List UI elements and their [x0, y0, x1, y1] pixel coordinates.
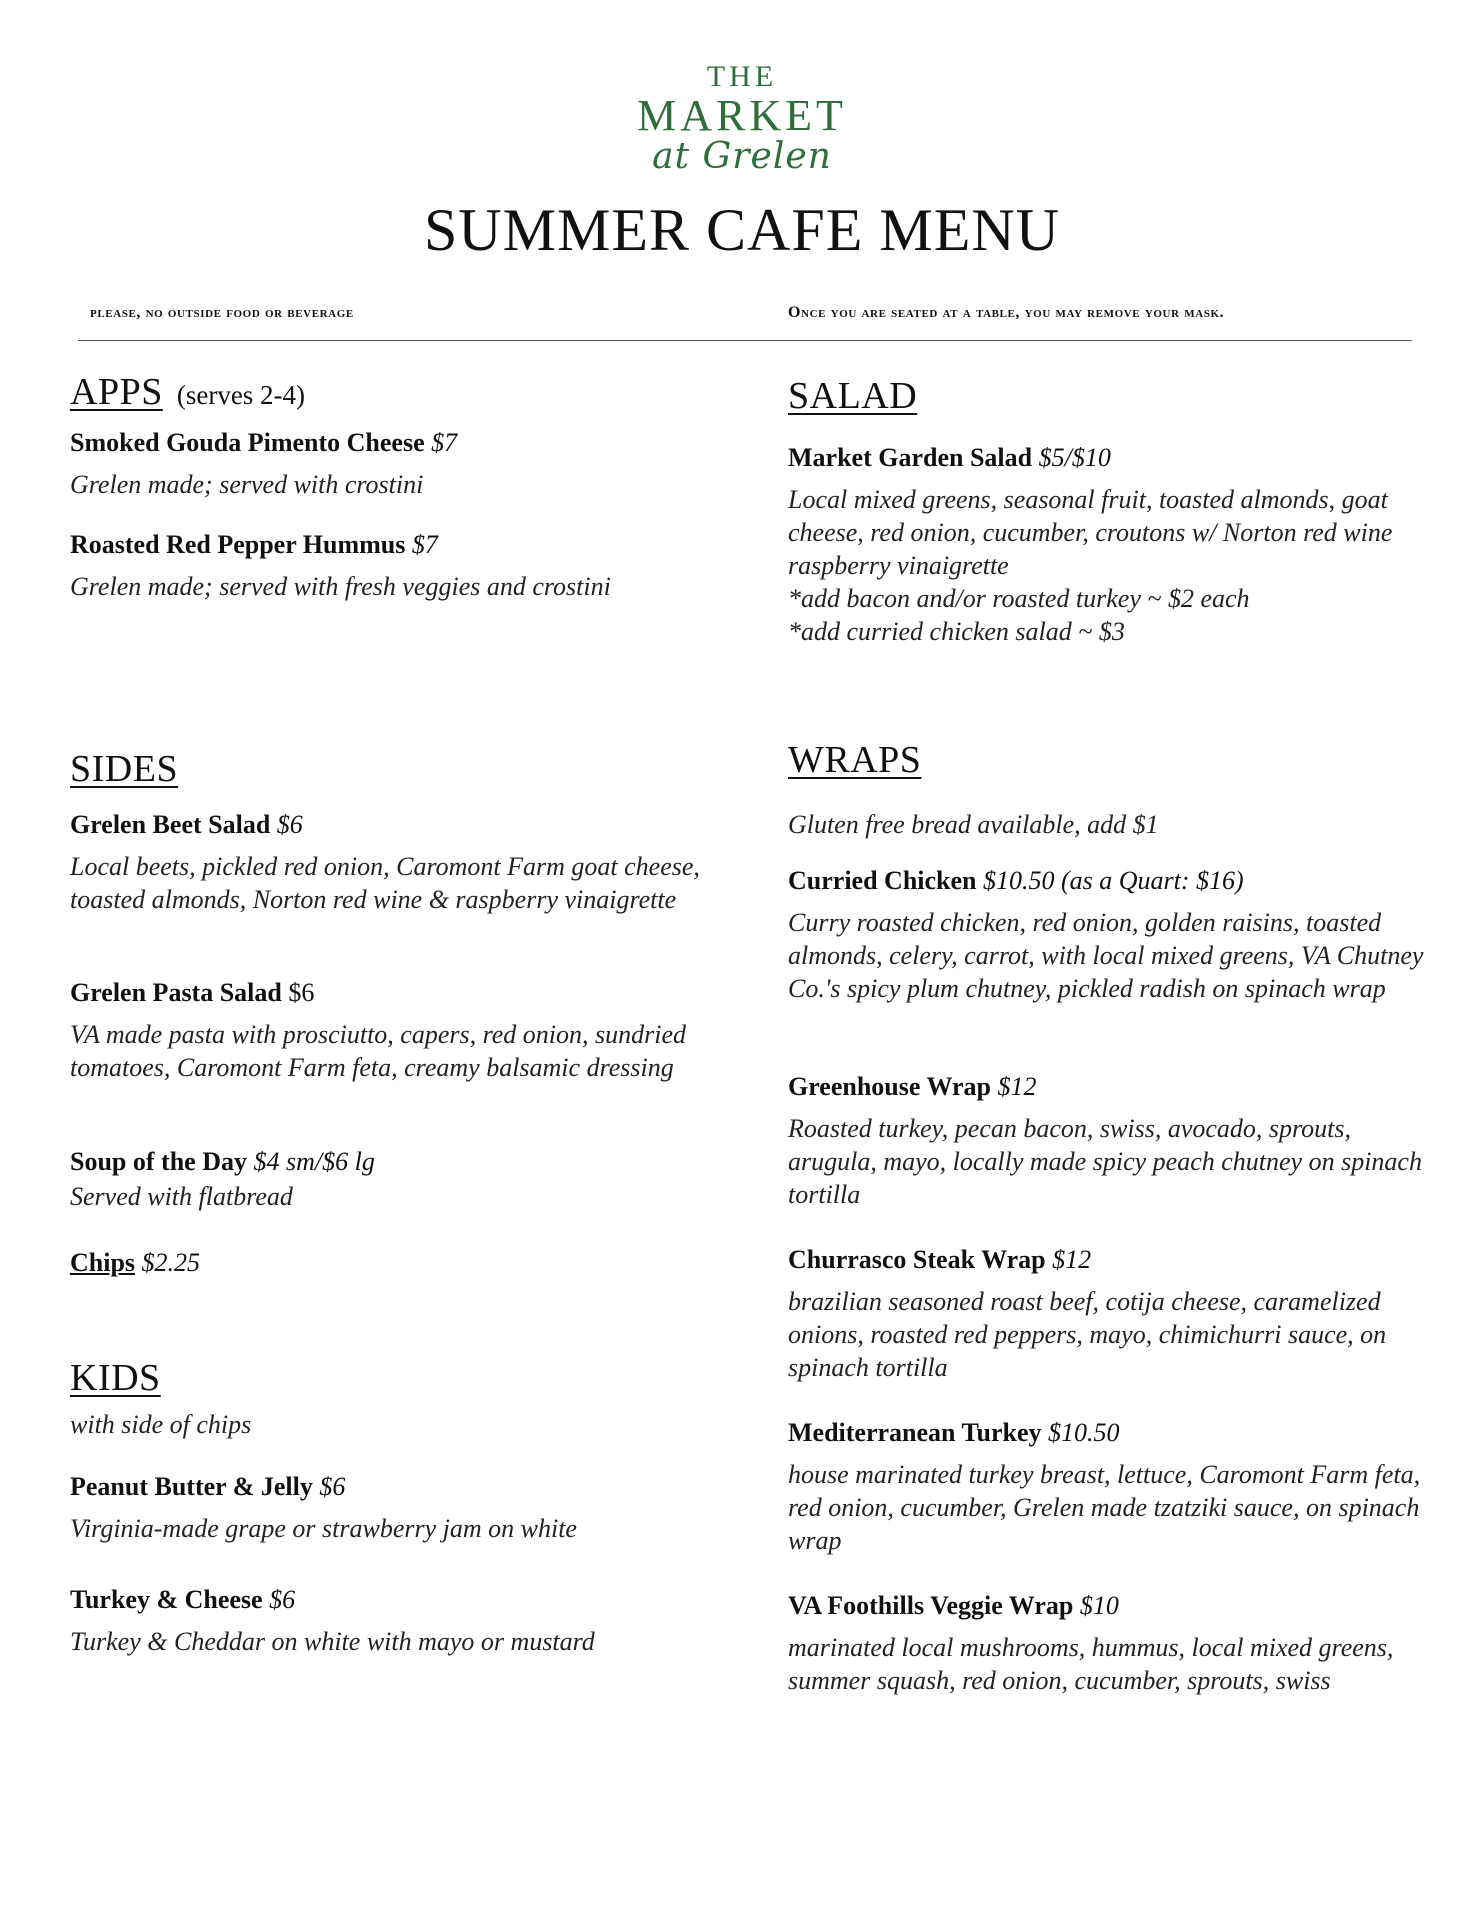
- kids-item-price: $6: [269, 1585, 296, 1614]
- apps-item-price: $7: [431, 428, 458, 457]
- wraps-item-price: $10: [1079, 1591, 1119, 1620]
- salad-addon: *add bacon and/or roasted turkey ~ $2 each: [788, 584, 1250, 613]
- kids-item-name: Peanut Butter & Jelly $6: [70, 1472, 346, 1501]
- wraps-item-name: Churrasco Steak Wrap $12: [788, 1245, 1092, 1274]
- sides-item-desc: Served with flatbread: [70, 1182, 293, 1211]
- salad-item-name: Market Garden Salad $5/$10: [788, 443, 1111, 472]
- kids-item-desc: Turkey & Cheddar on white with mayo or mustard: [70, 1627, 595, 1656]
- header-divider: [78, 340, 1412, 341]
- wraps-item-name: Mediterranean Turkey $10.50: [788, 1418, 1120, 1447]
- sides-item-desc: VA made pasta with prosciutto, capers, red onion, sundried tomatoes, Caromont Farm feta, creamy balsamic dressing: [70, 1020, 687, 1082]
- wraps-item-name: Greenhouse Wrap $12: [788, 1072, 1037, 1101]
- sides-item-desc: Local beets, pickled red onion, Caromont Farm goat cheese, toasted almonds, Norton red wine & raspberry vinaigrette: [70, 852, 700, 914]
- logo-the: THE: [706, 60, 778, 93]
- apps-subheading: (serves 2-4): [176, 380, 306, 410]
- logo-market: MARKET: [637, 91, 847, 140]
- wraps-item-desc: marinated local mushrooms, hummus, local mixed greens, summer squash, red onion, cucumber, sprouts, swiss: [788, 1633, 1394, 1695]
- sides-item-name: Soup of the Day $4 sm/$6 lg: [70, 1147, 375, 1176]
- sides-item-price: $6: [288, 978, 315, 1007]
- wraps-item-name: Curried Chicken $10.50 (as a Quart: $16): [788, 866, 1244, 895]
- salad-item-desc: Local mixed greens, seasonal fruit, toasted almonds, goat cheese, red onion, cucumber, croutons w/ Norton red wine raspberry vinaigrette: [788, 485, 1393, 580]
- notice-mask: Once you are seated at a table, you may remove your mask.: [788, 304, 1225, 321]
- apps-item-name: Roasted Red Pepper Hummus $7: [70, 530, 438, 559]
- sides-item-price: $2.25: [141, 1248, 201, 1277]
- wraps-item-desc: house marinated turkey breast, lettuce, Caromont Farm feta, red onion, cucumber, Grelen made tzatziki sauce, on spinach wrap: [788, 1460, 1421, 1555]
- wraps-item-desc: Roasted turkey, pecan bacon, swiss, avocado, sprouts, arugula, mayo, locally made spicy peach chutney on spinach tortilla: [788, 1114, 1422, 1209]
- apps-heading: APPS (serves 2-4): [70, 371, 306, 413]
- sides-item-name: Grelen Pasta Salad $6: [70, 978, 315, 1007]
- wraps-item-name: VA Foothills Veggie Wrap $10: [788, 1591, 1119, 1620]
- kids-item-name: Turkey & Cheese $6: [70, 1585, 296, 1614]
- logo-subtitle: at Grelen: [652, 136, 832, 177]
- salad-addon: *add curried chicken salad ~ $3: [788, 617, 1125, 646]
- wraps-note: Gluten free bread available, add $1: [788, 810, 1159, 839]
- notice-no-outside-food: please, no outside food or beverage: [90, 304, 354, 321]
- page-title: SUMMER CAFE MENU: [423, 197, 1061, 263]
- kids-item-desc: Virginia-made grape or strawberry jam on white: [70, 1514, 577, 1543]
- wraps-item-price: $12: [997, 1072, 1037, 1101]
- sides-item-name: Chips $2.25: [70, 1248, 201, 1277]
- wraps-heading: WRAPS: [788, 739, 922, 781]
- wraps-item-desc: brazilian seasoned roast beef, cotija cheese, caramelized onions, roasted red peppers, mayo, chimichurri sauce, on spinach tortilla: [788, 1287, 1387, 1382]
- kids-subheading: with side of chips: [70, 1410, 252, 1439]
- sides-item-price: $4 sm/$6 lg: [253, 1147, 375, 1176]
- apps-item-desc: Grelen made; served with fresh veggies and crostini: [70, 572, 611, 601]
- wraps-item-desc: Curry roasted chicken, red onion, golden raisins, toasted almonds, celery, carrot, with local mixed greens, VA Chutney Co.'s spicy plum chutney, pickled radish on spinach wrap: [788, 908, 1424, 1003]
- wraps-item-price: $12: [1052, 1245, 1092, 1274]
- salad-item-price: $5/$10: [1038, 443, 1111, 472]
- wraps-item-price: $10.50 (as a Quart: $16): [983, 866, 1244, 895]
- wraps-item-price: $10.50: [1048, 1418, 1120, 1447]
- apps-item-price: $7: [411, 530, 438, 559]
- apps-item-desc: Grelen made; served with crostini: [70, 470, 424, 499]
- kids-item-price: $6: [319, 1472, 346, 1501]
- sides-heading: SIDES: [70, 748, 179, 790]
- sides-item-name: Grelen Beet Salad $6: [70, 810, 303, 839]
- kids-heading: KIDS: [70, 1357, 161, 1399]
- sides-item-price: $6: [276, 810, 303, 839]
- apps-item-name: Smoked Gouda Pimento Cheese $7: [70, 428, 458, 457]
- salad-heading: SALAD: [788, 375, 918, 417]
